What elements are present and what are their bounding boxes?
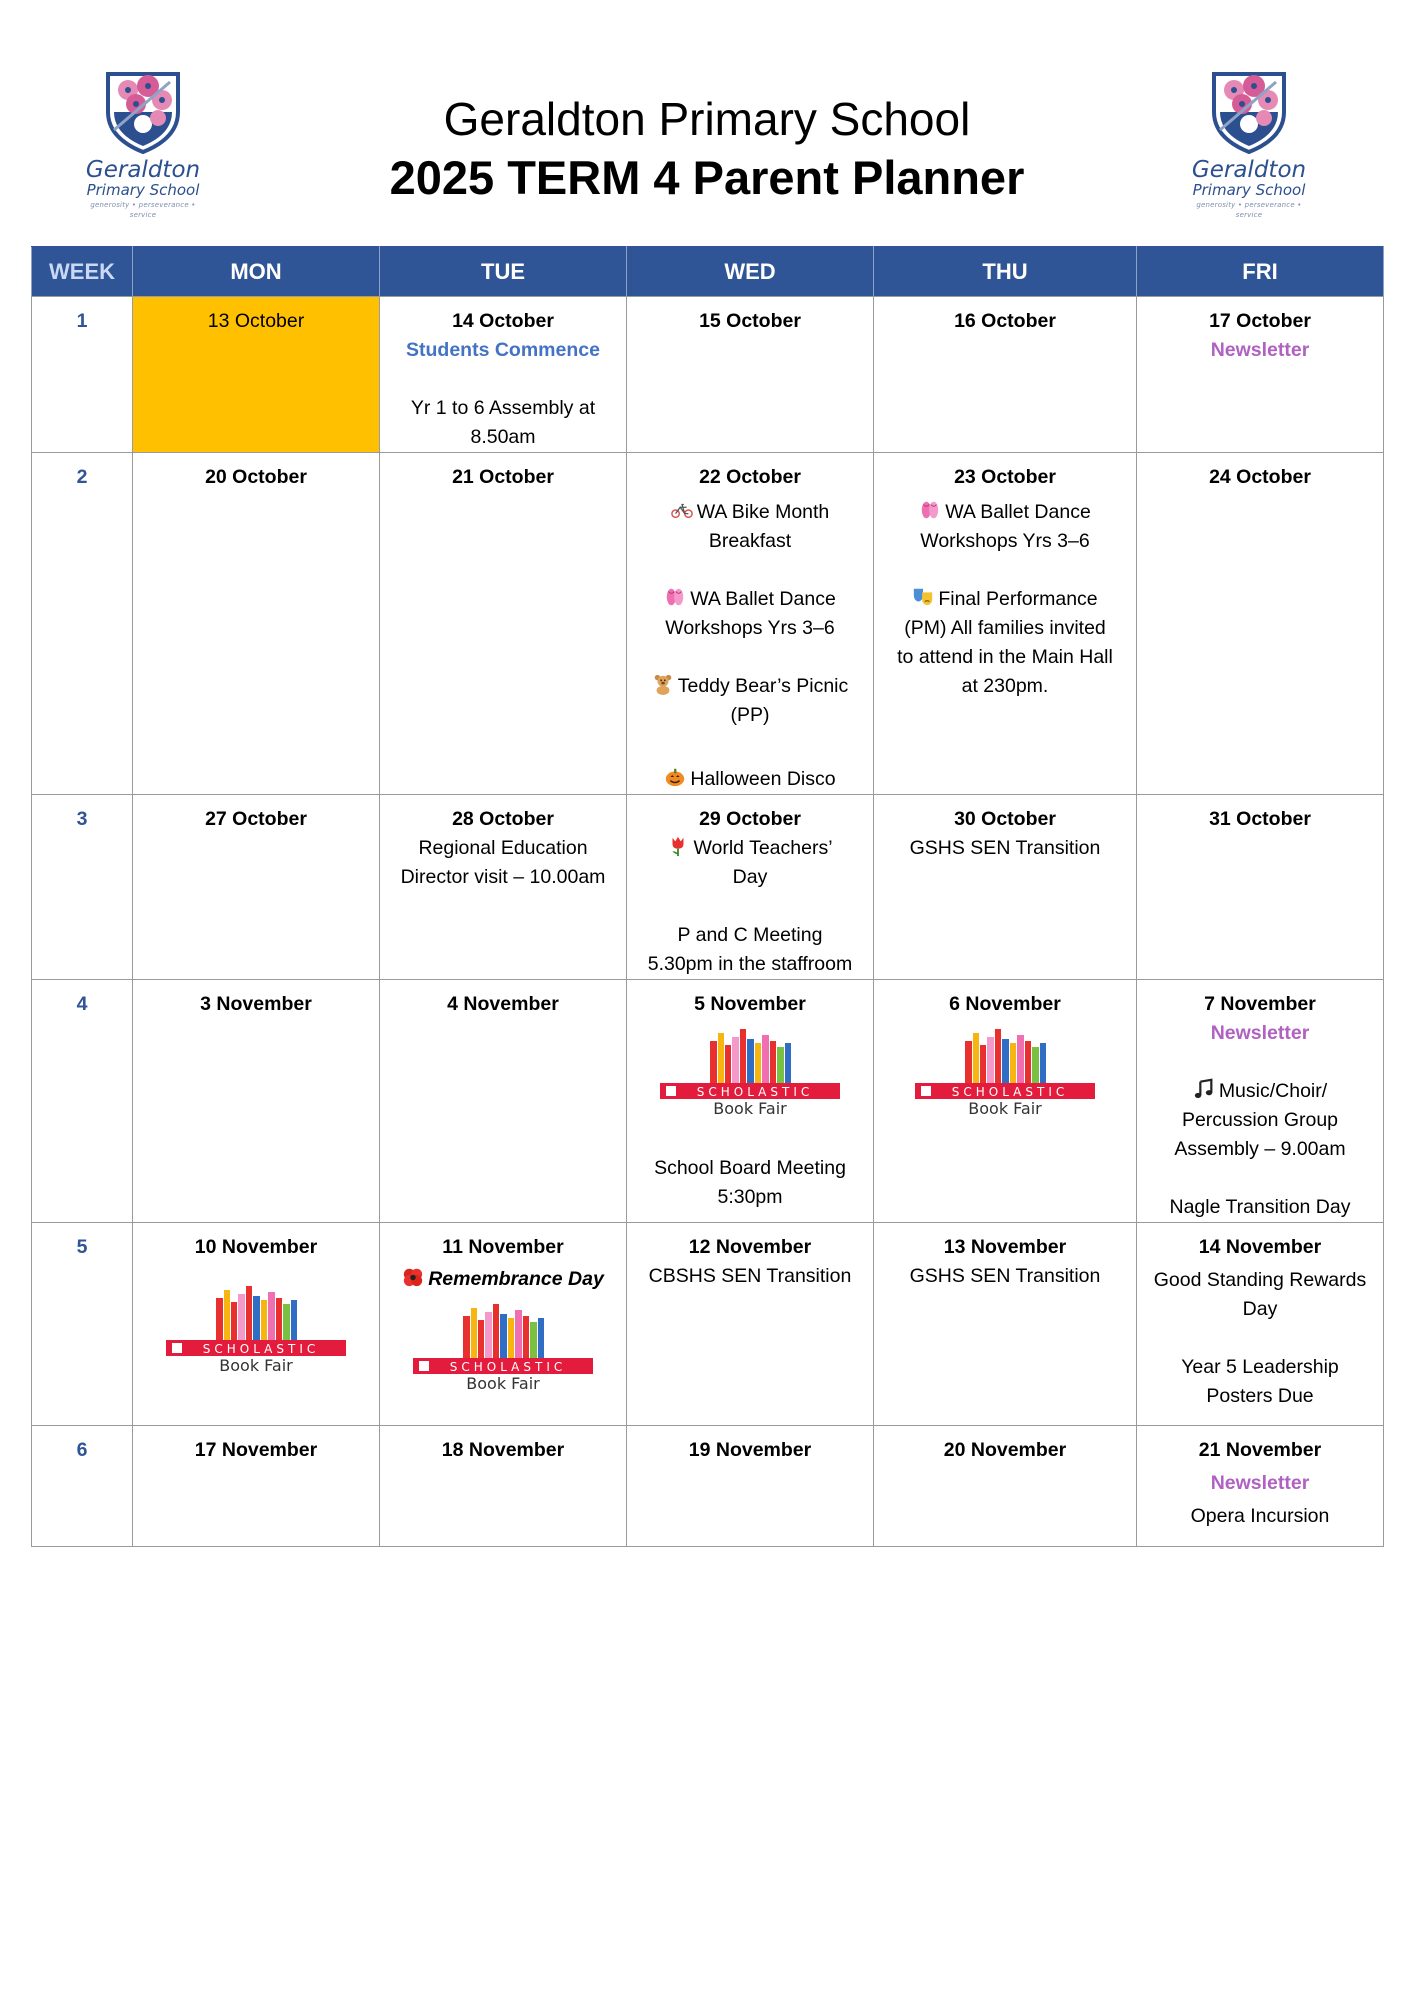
day-date: 17 November [194,1439,318,1461]
event-text: at 230pm. [961,675,1049,697]
event-text: CBSHS SEN Transition [648,1265,852,1287]
day-cell [874,795,1137,980]
day-date: 31 October [1209,808,1311,830]
ballet-shoes-icon [919,499,941,521]
day-date: 19 November [688,1439,812,1461]
day-date: 12 November [688,1236,812,1258]
week-number: 2 [32,453,133,795]
event-text: GSHS SEN Transition [909,1265,1101,1287]
day-date: 11 November [442,1236,564,1258]
day-date: 20 October [205,466,307,488]
column-header-fri: FRI [1137,247,1384,297]
event-text: 5.30pm in the staffroom [647,953,853,975]
book-fair-label: Book Fair [713,1099,787,1117]
week-number: 6 [32,1426,133,1547]
event-text: Final Performance [938,588,1098,610]
logo-name: Geraldton [1191,157,1307,183]
day-cell [627,1223,874,1426]
day-cell [133,795,380,980]
students-commence-label: Students Commence [406,339,600,361]
event-text: Good Standing Rewards [1153,1269,1367,1291]
day-date: 7 November [1204,993,1316,1015]
event-text: Breakfast [708,530,792,552]
event-text: to attend in the Main Hall [897,646,1113,668]
teddy-bear-icon [652,673,674,695]
column-header-week: WEEK [32,247,133,297]
scholastic-book-fair-icon [166,1284,346,1374]
day-date: 21 November [1198,1439,1322,1461]
music-note-icon [1193,1078,1215,1100]
pumpkin-icon [664,766,686,788]
day-date: 14 October [452,310,554,332]
week-row [32,453,1384,795]
day-cell [627,453,874,795]
day-cell [133,980,380,1223]
event-text: Regional Education [418,837,588,859]
week-row [32,1426,1384,1547]
day-cell [1137,1426,1384,1547]
event-text: Day [1242,1298,1278,1320]
event-text: WA Ballet Dance [945,501,1091,523]
day-date: 16 October [954,310,1056,332]
day-cell [627,1426,874,1547]
book-fair-label: Book Fair [219,1356,293,1374]
event-text: Percussion Group [1181,1109,1339,1131]
event-text: Halloween Disco [690,768,836,790]
tulip-icon [667,835,689,857]
school-name-heading: Geraldton Primary School [443,93,971,145]
event-text: Day [732,866,768,888]
day-date: 22 October [699,466,801,488]
day-cell [380,1426,627,1547]
event-text: WA Ballet Dance [690,588,836,610]
book-fair-brand: SCHOLASTIC [951,1085,1069,1099]
logo-subtitle: Primary School [1192,181,1306,199]
bicycle-icon [671,499,693,521]
week-number: 1 [32,297,133,453]
day-date: 14 November [1198,1236,1322,1258]
week-row [32,297,1384,453]
event-text: 8.50am [470,426,536,448]
remembrance-day-label: Remembrance Day [428,1268,604,1290]
book-fair-brand: SCHOLASTIC [696,1085,814,1099]
poppy-icon [402,1266,424,1288]
day-date: 23 October [954,466,1056,488]
book-fair-brand: SCHOLASTIC [449,1360,567,1374]
event-text: Opera Incursion [1190,1505,1330,1527]
day-cell [133,1426,380,1547]
book-fair-slot [633,1027,867,1117]
event-text: Yr 1 to 6 Assembly at [410,397,596,419]
logo-subtitle: Primary School [86,181,200,199]
column-header-thu: THU [874,247,1137,297]
event-text: Nagle Transition Day [1169,1196,1351,1218]
week-row [32,980,1384,1223]
event-text: GSHS SEN Transition [909,837,1101,859]
day-cell [1137,1223,1384,1426]
book-fair-slot [386,1302,620,1392]
book-fair-brand: SCHOLASTIC [202,1342,320,1356]
day-cell [380,980,627,1223]
scholastic-book-fair-icon [915,1027,1095,1117]
event-text: WA Bike Month [696,501,830,523]
event-text: Music/Choir/ [1218,1080,1328,1102]
day-cell [380,795,627,980]
day-date: 27 October [205,808,307,830]
book-fair-slot [139,1284,373,1374]
day-cell [133,453,380,795]
newsletter-label: Newsletter [1210,339,1310,361]
header-row [32,247,1384,297]
event-text: (PM) All families invited [904,617,1106,639]
day-date: 13 October [207,310,305,332]
day-date: 4 November [447,993,559,1015]
week-row [32,795,1384,980]
day-date: 24 October [1209,466,1311,488]
event-text: 5:30pm [717,1186,783,1208]
week-number: 5 [32,1223,133,1426]
book-fair-label: Book Fair [968,1099,1042,1117]
event-text: Year 5 Leadership [1181,1356,1339,1378]
day-date: 6 November [949,993,1061,1015]
week-number: 4 [32,980,133,1223]
day-date: 17 October [1209,310,1311,332]
day-cell [627,297,874,453]
event-text: Teddy Bear’s Picnic [677,675,849,697]
term-planner-table [31,246,1384,1547]
week-row [32,1223,1384,1426]
day-date: 20 November [943,1439,1067,1461]
event-text: Director visit – 10.00am [400,866,606,888]
day-cell [380,1223,627,1426]
day-date: 28 October [452,808,554,830]
day-date: 13 November [943,1236,1067,1258]
day-cell [874,1426,1137,1547]
day-date: 30 October [954,808,1056,830]
event-text: (PP) [730,704,770,726]
event-text: Assembly – 9.00am [1174,1138,1346,1160]
newsletter-label: Newsletter [1210,1022,1310,1044]
day-cell [380,297,627,453]
day-date: 29 October [699,808,801,830]
day-cell [1137,297,1384,453]
day-date: 5 November [694,993,806,1015]
day-cell [1137,980,1384,1223]
theatre-masks-icon [912,586,934,608]
day-cell [874,1223,1137,1426]
event-text: World Teachers’ [693,837,833,859]
event-text: Workshops Yrs 3–6 [665,617,835,639]
column-header-wed: WED [627,247,874,297]
day-date: 3 November [200,993,312,1015]
event-text: P and C Meeting [677,924,823,946]
logo-motto: generosity • perseverance • service [90,201,196,219]
week-number: 3 [32,795,133,980]
day-cell [627,795,874,980]
day-cell [133,1223,380,1426]
book-fair-slot [880,1027,1130,1117]
column-header-mon: MON [133,247,380,297]
day-cell [380,453,627,795]
ballet-shoes-icon [664,586,686,608]
column-header-tue: TUE [380,247,627,297]
day-cell [1137,795,1384,980]
day-cell [1137,453,1384,795]
scholastic-book-fair-icon [413,1302,593,1392]
day-date: 18 November [441,1439,565,1461]
book-fair-label: Book Fair [466,1374,540,1392]
day-cell [133,297,380,453]
day-cell [627,980,874,1223]
logo-name: Geraldton [85,157,201,183]
event-text: Workshops Yrs 3–6 [920,530,1090,552]
day-date: 10 November [194,1236,318,1258]
newsletter-label: Newsletter [1210,1472,1310,1494]
day-date: 21 October [452,466,554,488]
day-cell [874,980,1137,1223]
planner-title: 2025 TERM 4 Parent Planner [389,151,1025,204]
event-text: School Board Meeting [654,1157,846,1179]
day-cell [874,297,1137,453]
scholastic-book-fair-icon [660,1027,840,1117]
day-date: 15 October [699,310,801,332]
day-cell [874,453,1137,795]
logo-motto: generosity • perseverance • service [1196,201,1302,219]
event-text: Posters Due [1206,1385,1314,1407]
